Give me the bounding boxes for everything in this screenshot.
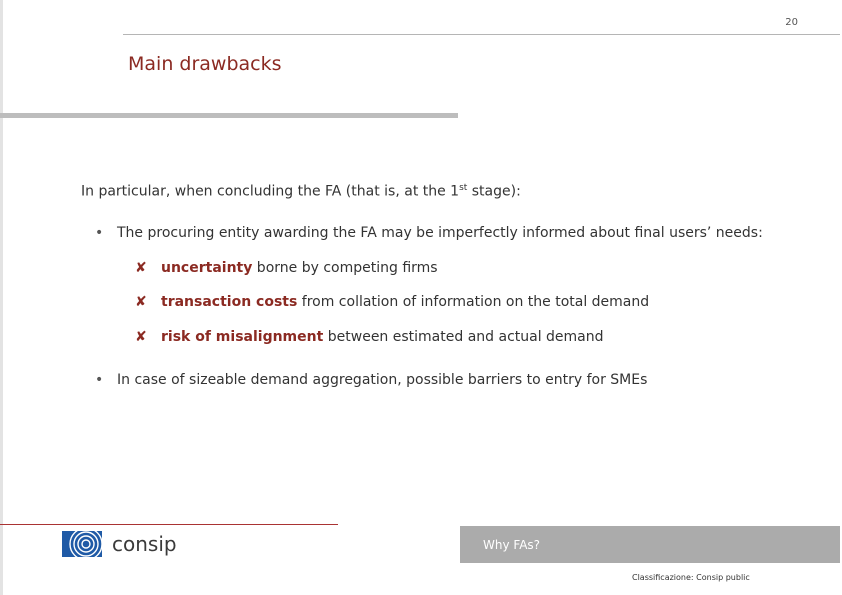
intro-after: stage): [467, 183, 521, 200]
sub-item-text: from collation of information on the total demand [297, 294, 650, 310]
page-number: 20 [785, 17, 798, 28]
sub-item-highlight: uncertainty [161, 260, 253, 276]
cross-icon: ✘ [135, 329, 147, 345]
sub-item [135, 294, 649, 310]
cross-icon: ✘ [135, 294, 147, 310]
sub-item-text: between estimated and actual demand [323, 329, 604, 345]
consip-logo-icon [62, 531, 102, 557]
bullet-item [95, 372, 647, 388]
bullet-dot: • [95, 225, 104, 241]
top-rule [123, 34, 840, 35]
intro-before: In particular, when concluding the FA (that is, at the 1 [81, 183, 460, 200]
sub-item-highlight: risk of misalignment [161, 329, 324, 345]
intro-sup: st [459, 183, 468, 193]
left-edge-line [0, 0, 3, 595]
cross-icon: ✘ [135, 260, 147, 276]
bullet-dot: • [95, 372, 104, 388]
bullet-item [95, 225, 763, 241]
intro-text [81, 183, 521, 200]
footer-red-line [0, 524, 338, 525]
sub-item [135, 260, 438, 276]
slide-title: Main drawbacks [128, 53, 282, 75]
sub-item-text: borne by competing firms [252, 260, 438, 276]
bullet-text: The procuring entity awarding the FA may be imperfectly informed about final users’ needs: [117, 225, 763, 241]
sub-item [135, 329, 604, 345]
sub-item-highlight: transaction costs [161, 294, 298, 310]
classification-label: Classificazione: Consip public [632, 573, 750, 582]
title-underline-bar [0, 113, 458, 118]
bullet-text: In case of sizeable demand aggregation, possible barriers to entry for SMEs [117, 372, 648, 388]
section-label: Why FAs? [483, 538, 541, 552]
consip-logo-text: consip [112, 532, 177, 556]
